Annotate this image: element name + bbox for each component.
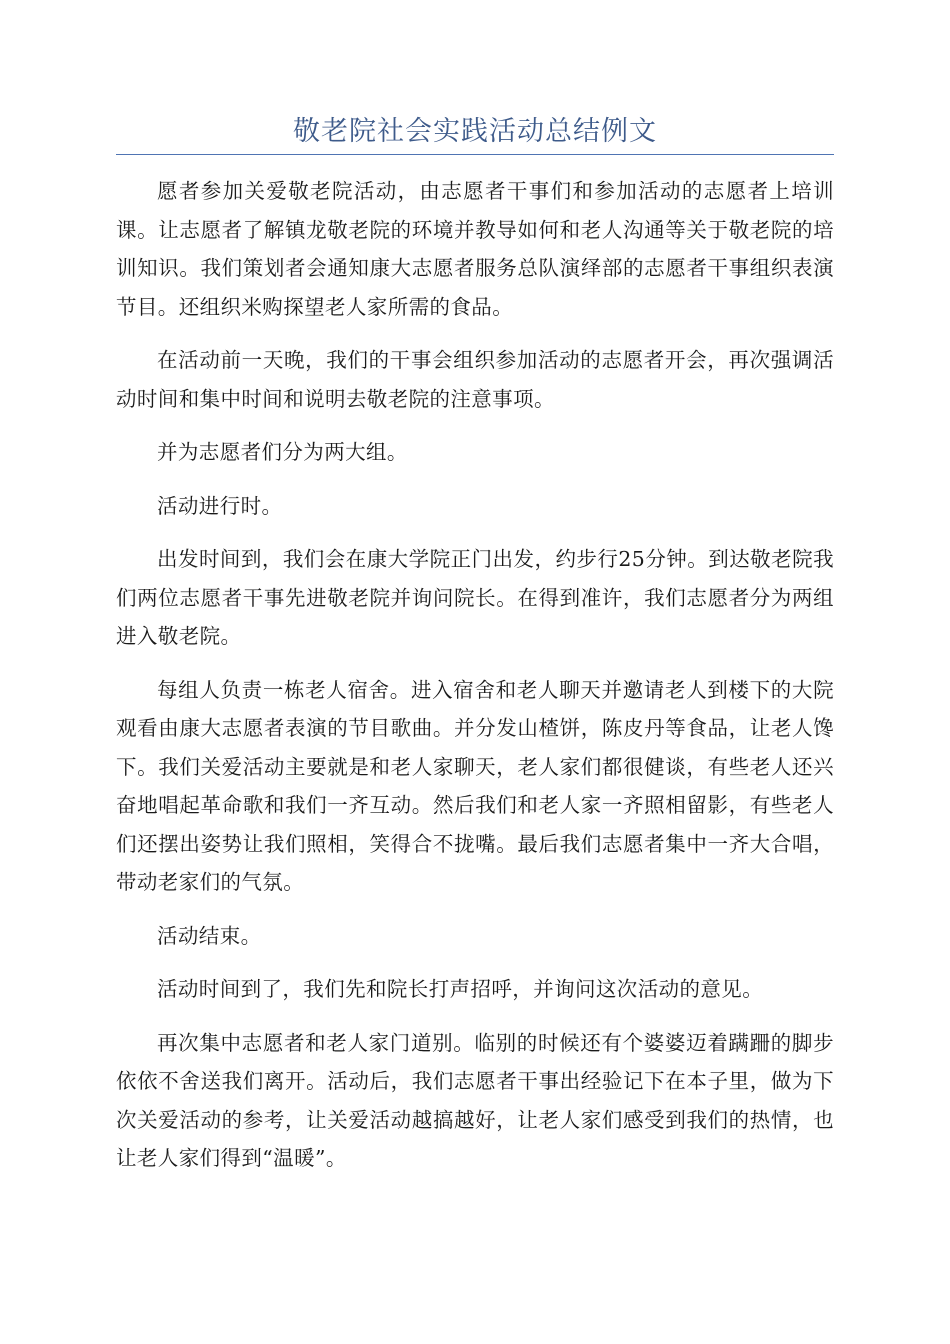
- paragraph: 活动时间到了，我们先和院长打声招呼，并询问这次活动的意见。: [157, 977, 764, 1001]
- paragraph: 愿者参加关爱敬老院活动，由志愿者干事们和参加活动的志愿者上培训课。让志愿者了解镇龙敬老院的环境并教导如何和老人沟通等关于敬老院的培训知识。我们策划者会通知康大志愿者服务总队演绎部的志愿者干事组织表演节目。还组织米购探望老人家所需的食品。: [116, 179, 834, 319]
- title-underline: [116, 154, 834, 155]
- paragraph: 活动进行时。: [157, 493, 283, 518]
- document-body: [116, 172, 834, 1193]
- paragraph: 每组人负责一栋老人宿舍。进入宿舍和老人聊天并邀请老人到楼下的大院观看由康大志愿者表演的节目歌曲。并分发山楂饼，陈皮丹等食品，让老人馋下。我们关爱活动主要就是和老人家聊天，老人家们都很健谈，有些老人还兴奋地唱起革命歌和我们一齐互动。然后我们和老人家一齐照相留影，有些老人们还摆出姿势让我们照相，笑得合不拢嘴。最后我们志愿者集中一齐大合唱，带动老家们的气氛。: [116, 677, 834, 894]
- paragraph: 活动结束。: [157, 923, 262, 948]
- paragraph: 出发时间到，我们会在康大学院正门出发，约步行25分钟。到达敬老院我们两位志愿者干事先进敬老院并询问院长。在得到准许，我们志愿者分为两组进入敬老院。: [116, 547, 834, 648]
- paragraph: 并为志愿者们分为两大组。: [157, 440, 408, 464]
- document-title: 敬老院社会实践活动总结例文: [293, 116, 657, 147]
- paragraph: 再次集中志愿者和老人家门道别。临别的时候还有个婆婆迈着蹒跚的脚步依依不舍送我们离开。活动后，我们志愿者干事出经验记下在本子里，做为下次关爱活动的参考，让关爱活动越搞越好，让老人家们感受到我们的热情，也让老人家们得到“温暖”。: [116, 1030, 834, 1170]
- paragraph: 在活动前一天晚，我们的干事会组织参加活动的志愿者开会，再次强调活动时间和集中时间和说明去敬老院的注意事项。: [116, 348, 834, 411]
